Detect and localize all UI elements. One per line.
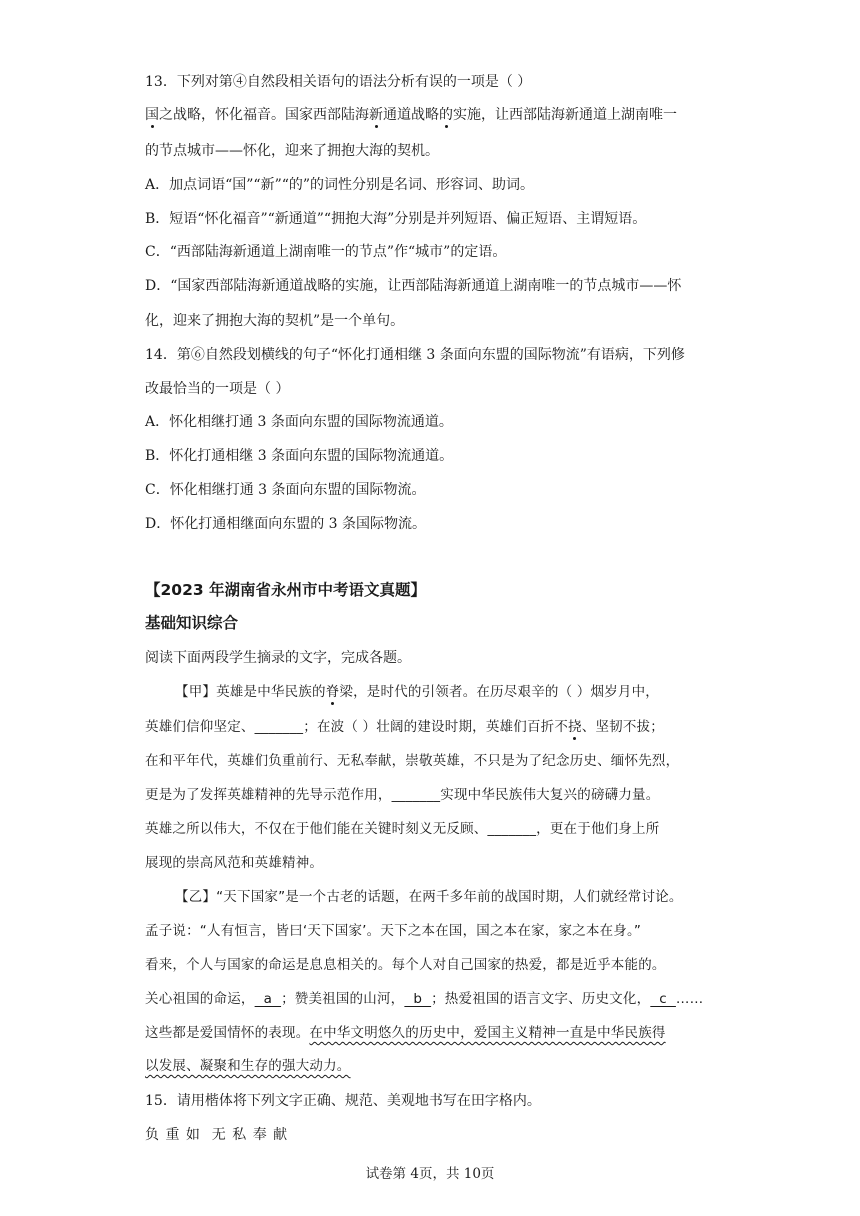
- wavy-underlined-sentence-cont: 以发展、凝聚和生存的强大动力。: [145, 1058, 351, 1074]
- q13-stem: 13．下列对第④自然段相关语句的语法分析有误的一项是（ ）: [145, 74, 532, 90]
- q14-stem-line2: 改最恰当的一项是（ ）: [145, 381, 290, 397]
- q13-option-d-line2: 化，迎来了拥抱大海的契机”是一个单句。: [145, 313, 405, 329]
- blank-c: c: [650, 991, 676, 1007]
- yi-line3: 看来，个人与国家的命运是息息相关的。每个人对自己国家的热爱，都是近乎本能的。: [145, 957, 666, 973]
- q14-option-c: C．怀化相继打通 3 条面向东盟的国际物流。: [145, 482, 426, 498]
- jia-line5: 英雄之所以伟大，不仅在于他们能在关键时刻义无反顾、_______，更在于他们身上所: [145, 821, 660, 837]
- q13-option-a: A．加点词语“国”“新”“的”的词性分别是名词、形容词、助词。: [145, 177, 535, 193]
- q13-passage-line2: 的节点城市——怀化，迎来了拥抱大海的契机。: [145, 143, 439, 159]
- dotted-char-nao: 挠: [568, 719, 582, 735]
- q14-option-a: A．怀化相继打通 3 条面向东盟的国际物流通道。: [145, 414, 453, 430]
- yi-line5: 这些都是爱国情怀的表现。在中华文明悠久的历史中，爱国主义精神一直是中华民族得: [145, 1025, 666, 1041]
- q15-stem: 15．请用楷体将下列文字正确、规范、美观地书写在田字格内。: [145, 1093, 541, 1109]
- yi-line4: 关心祖国的命运， a ；赞美祖国的山河， b ；热爱祖国的语言文字、历史文化， c ……: [145, 991, 704, 1007]
- q13-option-c: C．“西部陆海新通道上湖南唯一的节点”作“城市”的定语。: [145, 244, 507, 260]
- yi-line6: [145, 1057, 351, 1075]
- jia-line4: 更是为了发挥英雄精神的先导示范作用，_______实现中华民族伟大复兴的磅礴力量。: [145, 787, 660, 803]
- dotted-char-de: 的: [439, 107, 453, 123]
- section-intro: 阅读下面两段学生摘录的文字，完成各题。: [145, 650, 411, 666]
- q15-characters: 负 重 如 无 私 奉 献: [145, 1127, 289, 1143]
- yi-line2: 孟子说：“人有恒言，皆曰‘天下国家’。天下之本在国，国之本在家，家之本在身。”: [145, 923, 642, 939]
- q13-option-b: B．短语“怀化福音”“新通道”“拥抱大海”分别是并列短语、偏正短语、主谓短语。: [145, 211, 647, 227]
- dotted-char-guo: 国: [145, 107, 159, 123]
- section-subtitle: 基础知识综合: [145, 614, 239, 632]
- jia-line3: 在和平年代，英雄们负重前行、无私奉献，崇敬英雄，不只是为了纪念历史、缅怀先烈，: [145, 753, 680, 769]
- q14-option-d: D．怀化打通相继面向东盟的 3 条国际物流。: [145, 516, 427, 532]
- q13-passage-line1: 国之战略，怀化福音。国家西部陆海新通道战略的实施，让西部陆海新通道上湖南唯一: [145, 107, 677, 123]
- dotted-char-ji: 脊: [325, 684, 340, 700]
- q14-option-b: B．怀化打通相继 3 条面向东盟的国际物流通道。: [145, 448, 454, 464]
- jia-line1: 【甲】英雄是中华民族的脊梁，是时代的引领者。在历尽艰辛的（ ）烟岁月中，: [175, 684, 659, 700]
- wavy-underlined-sentence: 在中华文明悠久的历史中，爱国主义精神一直是中华民族得: [309, 1025, 666, 1041]
- blank-b: b: [404, 991, 432, 1007]
- yi-line1: 【乙】“天下国家”是一个古老的话题，在两千多年前的战国时期，人们就经常讨论。: [175, 889, 683, 905]
- q13-option-d-line1: D．“国家西部陆海新通道战略的实施，让西部陆海新通道上湖南唯一的节点城市——怀: [145, 278, 682, 294]
- dotted-char-xin: 新: [369, 107, 383, 123]
- page-footer: 试卷第 4页，共 10页: [365, 1166, 495, 1182]
- blank-a: a: [254, 991, 282, 1007]
- jia-line6: 展现的崇高风范和英雄精神。: [145, 855, 324, 871]
- jia-line2: 英雄们信仰坚定、_______；在波（ ）壮阔的建设时期，英雄们百折不挠、坚韧不拔；: [145, 719, 664, 735]
- section-title: 【2023 年湖南省永州市中考语文真题】: [145, 581, 427, 599]
- q14-stem-line1: 14．第⑥自然段划横线的句子“怀化打通相继 3 条面向东盟的国际物流”有语病，下列修: [145, 347, 685, 363]
